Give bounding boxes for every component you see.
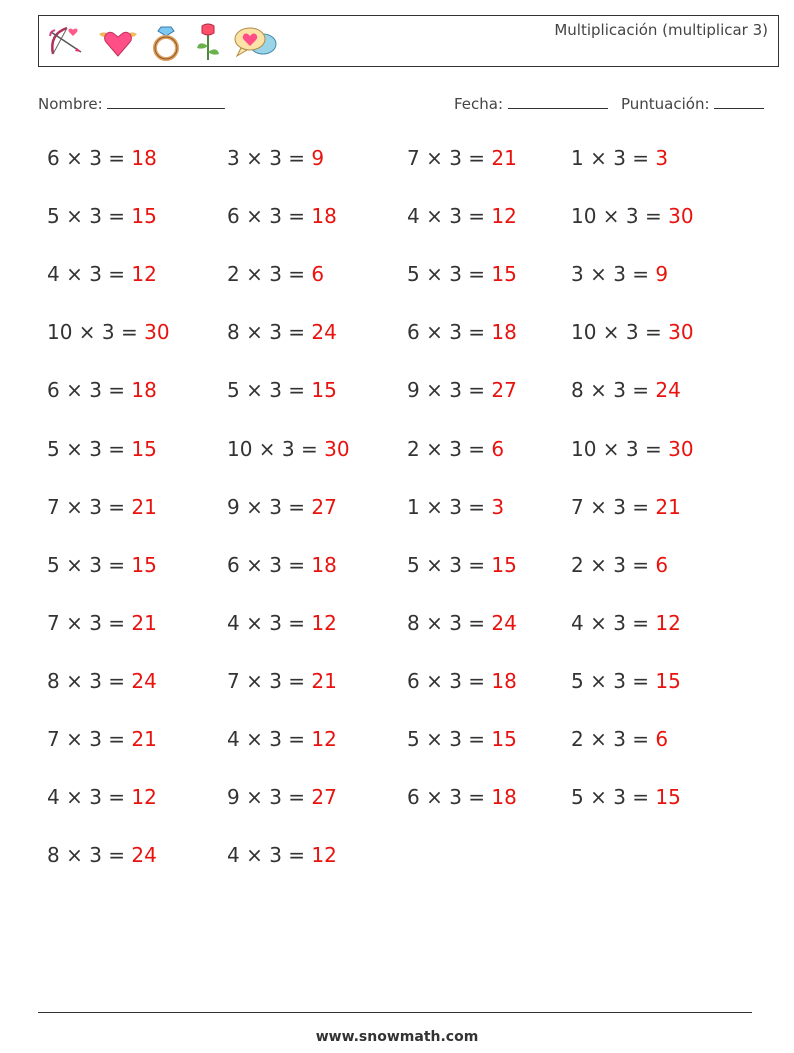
problem-question: 9 × 3 = [407, 378, 492, 403]
problem-question: 1 × 3 = [407, 494, 492, 519]
problem-question: 7 × 3 = [47, 494, 132, 519]
problem-question: 4 × 3 = [227, 843, 312, 868]
problem-answer: 15 [131, 552, 157, 577]
problem-cell [227, 378, 337, 402]
problem-cell [47, 727, 157, 751]
problem-question: 4 × 3 = [571, 610, 656, 635]
problem-answer: 27 [311, 785, 337, 810]
problem-cell [227, 843, 337, 867]
problem-question: 2 × 3 = [571, 552, 656, 577]
problem-answer: 30 [668, 436, 694, 461]
problem-answer: 15 [311, 378, 337, 403]
problem-question: 8 × 3 = [571, 378, 656, 403]
problem-cell [47, 553, 157, 577]
problem-answer: 15 [491, 727, 517, 751]
problem-cell [227, 146, 324, 170]
problem-cell [571, 262, 668, 286]
problem-answer: 9 [311, 146, 325, 170]
problem-answer: 15 [131, 436, 157, 461]
problem-cell [227, 320, 337, 344]
problem-question: 6 × 3 = [47, 378, 132, 403]
problem-cell [407, 437, 504, 461]
problem-question: 7 × 3 = [407, 146, 492, 170]
problem-answer: 12 [491, 204, 517, 229]
problem-cell [47, 669, 157, 693]
problem-question: 6 × 3 = [227, 204, 312, 229]
problem-question: 10 × 3 = [227, 436, 325, 461]
worksheet-header [38, 15, 779, 67]
problem-cell [47, 146, 157, 170]
problem-question: 4 × 3 = [47, 785, 132, 810]
problem-question: 10 × 3 = [571, 204, 669, 229]
problem-question: 9 × 3 = [227, 785, 312, 810]
problem-cell [407, 785, 517, 809]
problem-answer: 24 [311, 320, 337, 345]
problem-question: 7 × 3 = [227, 668, 312, 693]
problem-cell [227, 553, 337, 577]
problem-question: 1 × 3 = [571, 146, 656, 170]
problem-answer: 6 [655, 552, 669, 577]
problem-question: 7 × 3 = [47, 727, 132, 751]
problem-question: 5 × 3 = [571, 668, 656, 693]
problem-question: 5 × 3 = [407, 552, 492, 577]
problem-cell [47, 378, 157, 402]
problem-answer: 18 [491, 668, 517, 693]
problem-cell [227, 785, 337, 809]
problem-question: 5 × 3 = [47, 436, 132, 461]
problem-question: 7 × 3 = [47, 610, 132, 635]
problem-cell [227, 495, 337, 519]
problem-cell [571, 378, 681, 402]
problem-cell [407, 204, 517, 228]
problem-cell [407, 495, 504, 519]
problem-cell [571, 146, 668, 170]
problem-answer: 12 [131, 262, 157, 287]
score-field [621, 94, 764, 113]
problem-answer: 3 [655, 146, 669, 170]
problem-cell [227, 669, 337, 693]
problem-answer: 27 [311, 494, 337, 519]
problem-answer: 21 [655, 494, 681, 519]
rose-icon [193, 22, 223, 62]
problem-cell [571, 495, 681, 519]
problem-cell [407, 146, 517, 170]
name-field [38, 94, 225, 113]
problem-question: 5 × 3 = [227, 378, 312, 403]
problem-cell [227, 727, 337, 751]
problem-answer: 15 [491, 262, 517, 287]
winged-heart-icon [97, 24, 139, 60]
problem-answer: 24 [655, 378, 681, 403]
problem-cell [571, 553, 668, 577]
problem-question: 6 × 3 = [227, 552, 312, 577]
problem-answer: 30 [668, 320, 694, 345]
problem-question: 7 × 3 = [571, 494, 656, 519]
problem-question: 4 × 3 = [47, 262, 132, 287]
problem-question: 8 × 3 = [407, 610, 492, 635]
score-blank-line [714, 94, 764, 109]
problem-question: 8 × 3 = [47, 668, 132, 693]
problem-question: 6 × 3 = [407, 668, 492, 693]
problem-answer: 12 [311, 610, 337, 635]
problem-question: 8 × 3 = [47, 843, 132, 868]
problem-answer: 6 [311, 262, 325, 287]
diamond-ring-icon [149, 23, 183, 61]
problem-answer: 21 [131, 610, 157, 635]
problem-cell [407, 611, 517, 635]
problem-cell [571, 437, 694, 461]
problem-answer: 12 [131, 785, 157, 810]
problem-cell [407, 378, 517, 402]
cupid-bow-icon [45, 24, 87, 60]
problem-answer: 18 [491, 320, 517, 345]
problem-cell [47, 611, 157, 635]
problem-answer: 9 [655, 262, 669, 287]
problem-cell [47, 785, 157, 809]
problem-question: 8 × 3 = [227, 320, 312, 345]
footer-url: www.snowmath.com [315, 1029, 479, 1045]
worksheet-title: Multiplicación (multiplicar 3) [554, 21, 768, 39]
problem-answer: 15 [491, 552, 517, 577]
problem-question: 6 × 3 = [47, 146, 132, 170]
problem-cell [47, 320, 170, 344]
love-chat-bubbles-icon [233, 24, 279, 60]
problem-answer: 18 [311, 204, 337, 229]
problem-answer: 3 [491, 494, 505, 519]
problem-answer: 30 [324, 436, 350, 461]
problem-answer: 30 [144, 320, 170, 345]
problem-answer: 12 [311, 727, 337, 751]
problem-cell [571, 320, 694, 344]
problem-answer: 12 [311, 843, 337, 868]
problem-cell [227, 204, 337, 228]
problem-cell [571, 611, 681, 635]
date-blank-line [508, 94, 608, 109]
problem-answer: 18 [131, 378, 157, 403]
problem-cell [47, 495, 157, 519]
problem-question: 4 × 3 = [227, 610, 312, 635]
problem-question: 2 × 3 = [571, 727, 656, 751]
problem-answer: 24 [131, 668, 157, 693]
problem-cell [407, 727, 517, 751]
name-blank-line [107, 94, 225, 109]
problem-question: 5 × 3 = [407, 262, 492, 287]
problem-cell [407, 669, 517, 693]
problem-cell [47, 843, 157, 867]
problem-answer: 18 [491, 785, 517, 810]
problem-answer: 15 [655, 785, 681, 810]
problem-cell [407, 262, 517, 286]
problem-answer: 24 [491, 610, 517, 635]
problem-question: 2 × 3 = [407, 436, 492, 461]
problem-question: 2 × 3 = [227, 262, 312, 287]
problem-cell [571, 727, 668, 751]
problem-cell [407, 320, 517, 344]
problem-cell [47, 437, 157, 461]
score-label: Puntuación: [621, 95, 710, 113]
problem-cell [407, 553, 517, 577]
problem-answer: 18 [311, 552, 337, 577]
problem-cell [227, 611, 337, 635]
date-label: Fecha: [454, 95, 504, 113]
problem-question: 10 × 3 = [571, 320, 669, 345]
problem-question: 4 × 3 = [407, 204, 492, 229]
problem-answer: 21 [131, 494, 157, 519]
footer-divider [38, 1012, 752, 1013]
problem-answer: 12 [655, 610, 681, 635]
problem-answer: 24 [131, 843, 157, 868]
problem-cell [571, 204, 694, 228]
problem-answer: 15 [131, 204, 157, 229]
problem-cell [571, 669, 681, 693]
problem-answer: 6 [491, 436, 505, 461]
problem-question: 5 × 3 = [47, 552, 132, 577]
date-field [454, 94, 608, 113]
icon-strip [45, 22, 279, 62]
problem-question: 6 × 3 = [407, 320, 492, 345]
problem-question: 6 × 3 = [407, 785, 492, 810]
problem-question: 5 × 3 = [47, 204, 132, 229]
problem-cell [227, 262, 324, 286]
name-label: Nombre: [38, 95, 103, 113]
problem-answer: 15 [655, 668, 681, 693]
problem-cell [47, 262, 157, 286]
problem-answer: 18 [131, 146, 157, 170]
problem-cell [227, 437, 350, 461]
problem-question: 3 × 3 = [571, 262, 656, 287]
problem-question: 9 × 3 = [227, 494, 312, 519]
problem-question: 10 × 3 = [47, 320, 145, 345]
problem-answer: 21 [131, 727, 157, 751]
problem-answer: 21 [311, 668, 337, 693]
problem-cell [47, 204, 157, 228]
problem-answer: 21 [491, 146, 517, 170]
problem-answer: 27 [491, 378, 517, 403]
problem-question: 5 × 3 = [407, 727, 492, 751]
problem-cell [571, 785, 681, 809]
problem-question: 5 × 3 = [571, 785, 656, 810]
problem-answer: 30 [668, 204, 694, 229]
problem-answer: 6 [655, 727, 669, 751]
problem-question: 4 × 3 = [227, 727, 312, 751]
problem-question: 10 × 3 = [571, 436, 669, 461]
problem-question: 3 × 3 = [227, 146, 312, 170]
